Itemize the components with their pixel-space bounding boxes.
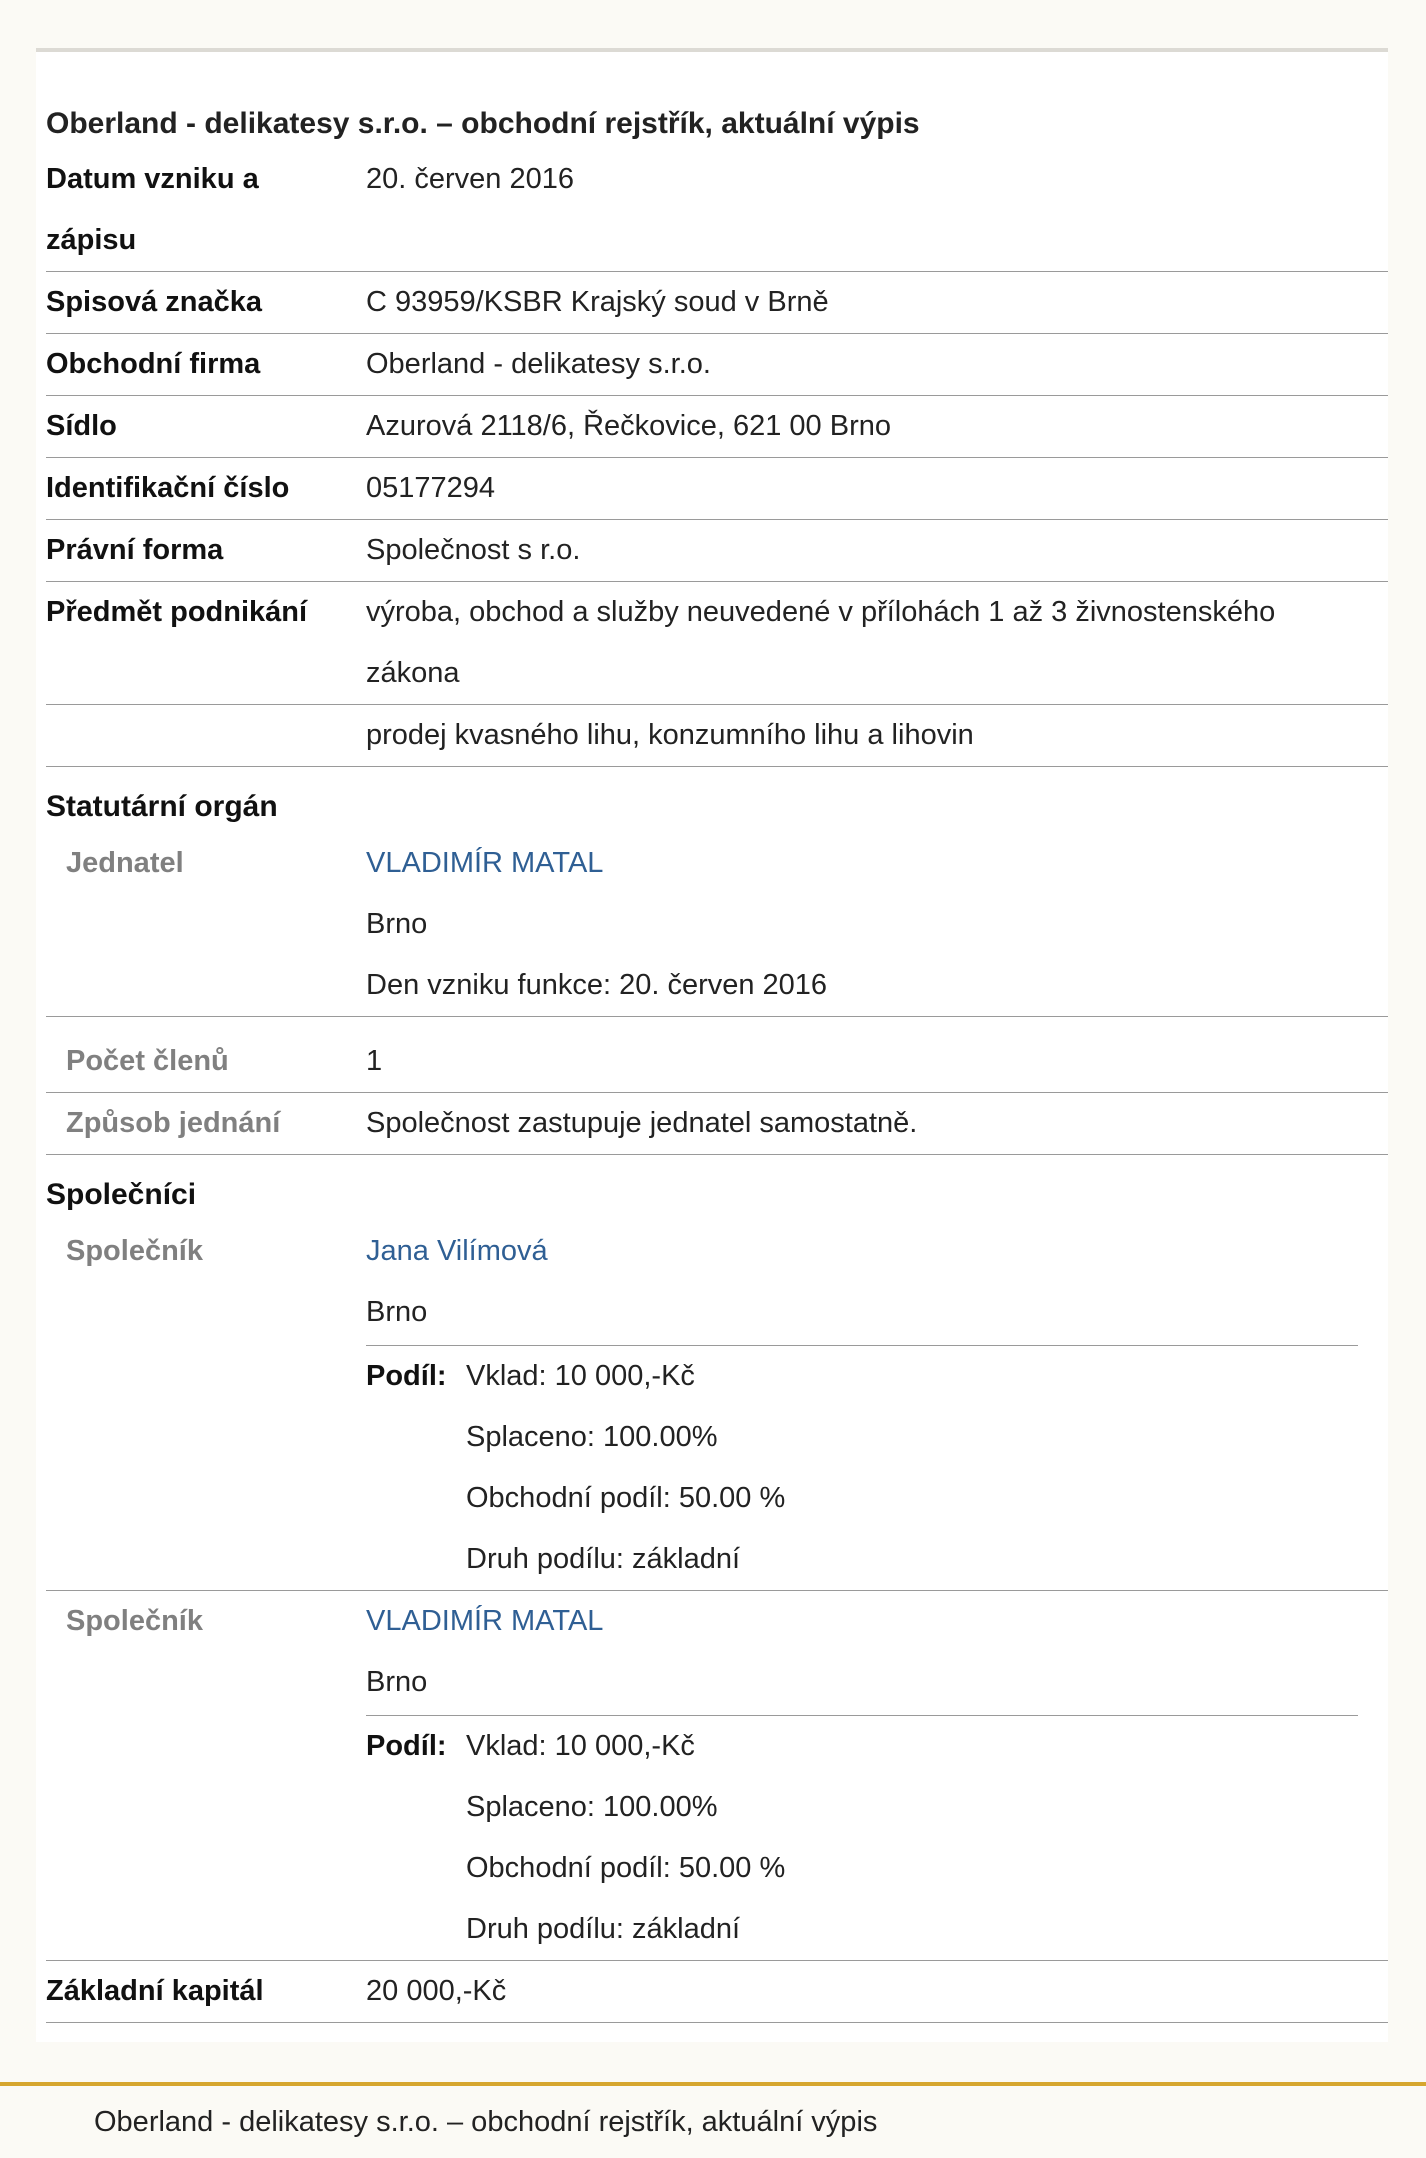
label-pravni-forma: Právní forma (46, 534, 224, 566)
row-pocet-clenu (46, 1031, 1388, 1093)
spolecnik-1-details (366, 1221, 1388, 1590)
row-zpusob-jednani (46, 1093, 1388, 1155)
label-pocet-clenu: Počet členů (66, 1045, 229, 1077)
spolecnik-2-city: Brno (366, 1666, 428, 1698)
jednatel-city: Brno (366, 908, 428, 940)
spolecnik-2-name-link[interactable]: VLADIMÍR MATAL (366, 1605, 604, 1637)
row-spisova-znacka (46, 272, 1388, 334)
podil-vklad: Vklad: 10 000,-Kč (466, 1730, 695, 1762)
value-identifikacni-cislo: 05177294 (366, 472, 496, 504)
label-obchodni-firma: Obchodní firma (46, 348, 261, 380)
section-spolecnici: Společníci (46, 1178, 197, 1211)
podil-label: Podíl: (366, 1730, 447, 1762)
row-spolecnik-1 (46, 1221, 1388, 1591)
footer-text: Oberland - delikatesy s.r.o. – obchodní rejstřík, aktuální výpis (94, 2106, 878, 2138)
row-spolecnik-2 (46, 1591, 1388, 1961)
podil-values (466, 1716, 785, 1960)
podil-splaceno: Splaceno: 100.00% (466, 1791, 718, 1823)
document-content (46, 52, 1388, 2023)
label-datum-vzniku: Datum vzniku a zápisu (46, 163, 259, 256)
page-title: Oberland - delikatesy s.r.o. – obchodní rejstřík, aktuální výpis (46, 107, 920, 140)
value-zakladni-kapital: 20 000,-Kč (366, 1975, 507, 2007)
value-datum-vzniku: 20. červen 2016 (366, 163, 574, 195)
jednatel-name-link[interactable]: VLADIMÍR MATAL (366, 847, 604, 879)
row-obchodni-firma (46, 334, 1388, 396)
podil-label: Podíl: (366, 1360, 447, 1392)
section-statutarni-organ: Statutární orgán (46, 790, 278, 823)
label-zakladni-kapital: Základní kapitál (46, 1975, 264, 2007)
spolecnik-1-podil (366, 1345, 1358, 1590)
podil-row (366, 1716, 1358, 1960)
spolecnik-2-details (366, 1591, 1388, 1960)
label-jednatel: Jednatel (66, 847, 184, 879)
spolecnik-2-podil (366, 1715, 1358, 1960)
jednatel-since: Den vzniku funkce: 20. červen 2016 (366, 969, 828, 1001)
label-spisova-znacka: Spisová značka (46, 286, 262, 318)
label-spolecnik-1: Společník (66, 1235, 203, 1267)
label-spolecnik-2: Společník (66, 1605, 203, 1637)
podil-vklad: Vklad: 10 000,-Kč (466, 1360, 695, 1392)
podil-splaceno: Splaceno: 100.00% (466, 1421, 718, 1453)
row-predmet-podnikani-2 (46, 705, 1388, 767)
row-predmet-podnikani (46, 582, 1388, 705)
podil-obchodni: Obchodní podíl: 50.00 % (466, 1482, 786, 1514)
spacer (46, 1017, 1388, 1031)
label-empty (46, 705, 366, 766)
podil-druh: Druh podílu: základní (466, 1543, 741, 1575)
podil-row (366, 1346, 1358, 1590)
podil-obchodni: Obchodní podíl: 50.00 % (466, 1852, 786, 1884)
jednatel-details (366, 833, 1388, 1016)
podil-values (466, 1346, 785, 1590)
value-sidlo: Azurová 2118/6, Řečkovice, 621 00 Brno (366, 410, 892, 442)
spolecnik-1-city: Brno (366, 1296, 428, 1328)
spolecnik-1-name-link[interactable]: Jana Vilímová (366, 1235, 548, 1267)
value-pravni-forma: Společnost s r.o. (366, 534, 581, 566)
row-jednatel (46, 833, 1388, 1017)
value-zpusob-jednani: Společnost zastupuje jednatel samostatně. (366, 1107, 918, 1139)
value-pocet-clenu: 1 (366, 1045, 383, 1077)
row-identifikacni-cislo (46, 458, 1388, 520)
row-zakladni-kapital (46, 1961, 1388, 2023)
label-identifikacni-cislo: Identifikační číslo (46, 472, 290, 504)
row-sidlo (46, 396, 1388, 458)
footer (0, 2082, 1426, 2158)
value-predmet-podnikani-1: výroba, obchod a služby neuvedené v přílohách 1 až 3 živnostenského zákona (366, 596, 1276, 689)
document-page (36, 48, 1388, 2042)
value-predmet-podnikani-2: prodej kvasného lihu, konzumního lihu a lihovin (366, 719, 974, 751)
value-spisova-znacka: C 93959/KSBR Krajský soud v Brně (366, 286, 829, 318)
row-datum-vzniku (46, 149, 1388, 272)
label-sidlo: Sídlo (46, 410, 117, 442)
label-predmet-podnikani: Předmět podnikání (46, 596, 308, 628)
value-obchodni-firma: Oberland - delikatesy s.r.o. (366, 348, 711, 380)
podil-druh: Druh podílu: základní (466, 1913, 741, 1945)
label-zpusob-jednani: Způsob jednání (66, 1107, 281, 1139)
row-pravni-forma (46, 520, 1388, 582)
